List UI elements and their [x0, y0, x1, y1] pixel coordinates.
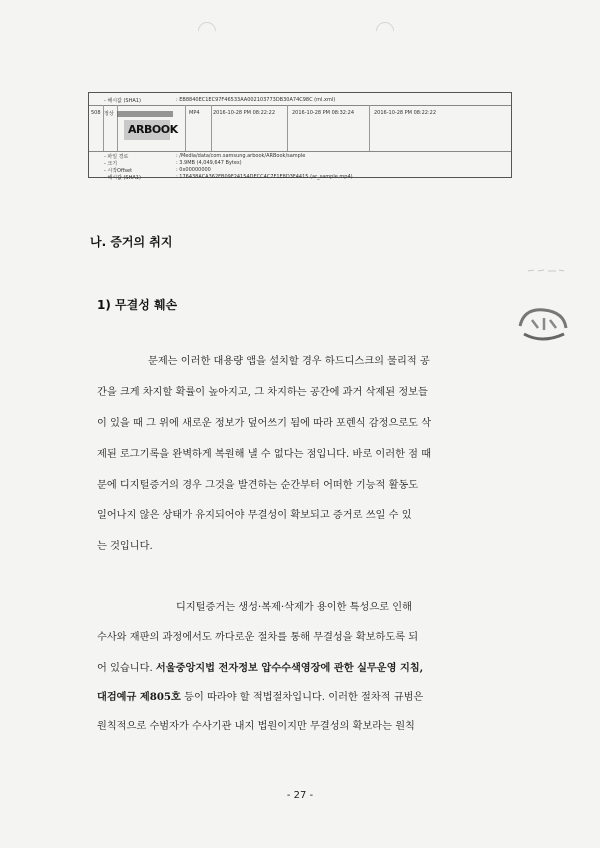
para2-bold-citation: 서울중앙지법 전자정보 압수수색영장에 관한 실무운영 지침, — [155, 662, 424, 674]
para2-line: 수사와 재판의 과정에서도 까다로운 절차를 통해 무결성을 확보하도록 되 — [97, 632, 419, 643]
para1-line: 는 것입니다. — [97, 541, 153, 552]
margin-scribble — [526, 268, 566, 273]
detail-label: - 해시값 (SHA1) — [104, 175, 141, 181]
para2-line — [97, 661, 509, 676]
para2-line — [97, 690, 509, 705]
para2-text: 등이 따라야 할 적법절차입니다. 이러한 절차적 규범은 — [180, 692, 424, 703]
row1-modified: 2016-10-28 PM 08:32:24 — [292, 110, 355, 116]
row1-status: 정상 — [104, 111, 114, 117]
detail-label: - 시작Offset — [104, 168, 133, 174]
detail-value: : 176438ACA362FB09F24154DECC4C7F1E8D3F4415 (ar_sample.mp4) — [176, 174, 353, 180]
punch-hole-mark — [194, 18, 219, 43]
para1-line: 문제는 이러한 대용량 앱을 설치할 경우 하드디스크의 물리적 공 — [148, 356, 430, 367]
para1-line: 이 있을 때 그 위에 새로운 정보가 덮어쓰기 됨에 따라 포렌식 감정으로도 삭 — [97, 418, 432, 429]
row0-label: - 해시값 (SHA1) — [104, 98, 141, 104]
detail-label: - 파일 경로 — [104, 154, 129, 160]
section-heading: 나. 증거의 취지 — [90, 235, 173, 249]
detail-label: - 크기 — [104, 161, 118, 167]
para1-line: 일어나지 않은 상태가 유지되어야 무결성이 확보되고 증거로 쓰일 수 있 — [97, 510, 412, 521]
arbook-logo-text: ARBOOK — [128, 123, 178, 136]
row1-created: 2016-10-28 PM 08:22:22 — [213, 110, 276, 116]
para2-bold-citation: 대검예규 제805호 — [97, 691, 181, 703]
arbook-thumbnail — [124, 120, 178, 140]
row1-type: MP4 — [189, 110, 200, 116]
row1-index: 508 — [91, 110, 101, 116]
redacted-filename — [117, 111, 173, 117]
page-number: - 27 - — [286, 790, 314, 801]
seal-stamp — [514, 298, 572, 346]
detail-value: : 0x00000000 — [176, 167, 211, 173]
row0-value: : EB8840EC1EC97F46533AA002103773DB30A74C98C (ml.xml) — [176, 97, 336, 103]
para1-line: 제된 로그기록을 완벽하게 복원해 낼 수 없다는 점입니다. 바로 이러한 점 때 — [97, 449, 432, 460]
para2-line: 디지털증거는 생성·복제·삭제가 용이한 특성으로 인해 — [176, 602, 412, 613]
subsection-heading: 1) 무결성 훼손 — [97, 298, 178, 312]
para1-line: 문에 디지털증거의 경우 그것을 발견하는 순간부터 어떠한 기능적 활동도 — [97, 480, 419, 491]
detail-value: : 3.9MB (4,049,647 Bytes) — [176, 160, 242, 166]
punch-hole-mark — [372, 18, 397, 43]
detail-value: : /Media/data/com.samsung.arbook/ARBook/sample — [176, 153, 306, 159]
para1-line: 간을 크게 차지할 확률이 높아지고, 그 차지하는 공간에 과거 삭제된 정보들 — [97, 387, 428, 398]
para2-text: 어 있습니다. — [97, 663, 156, 674]
para2-line: 원칙적으로 수범자가 수사기관 내지 법원이지만 무결성의 확보라는 원칙 — [97, 721, 415, 732]
row1-accessed: 2016-10-28 PM 08:22:22 — [374, 110, 437, 116]
